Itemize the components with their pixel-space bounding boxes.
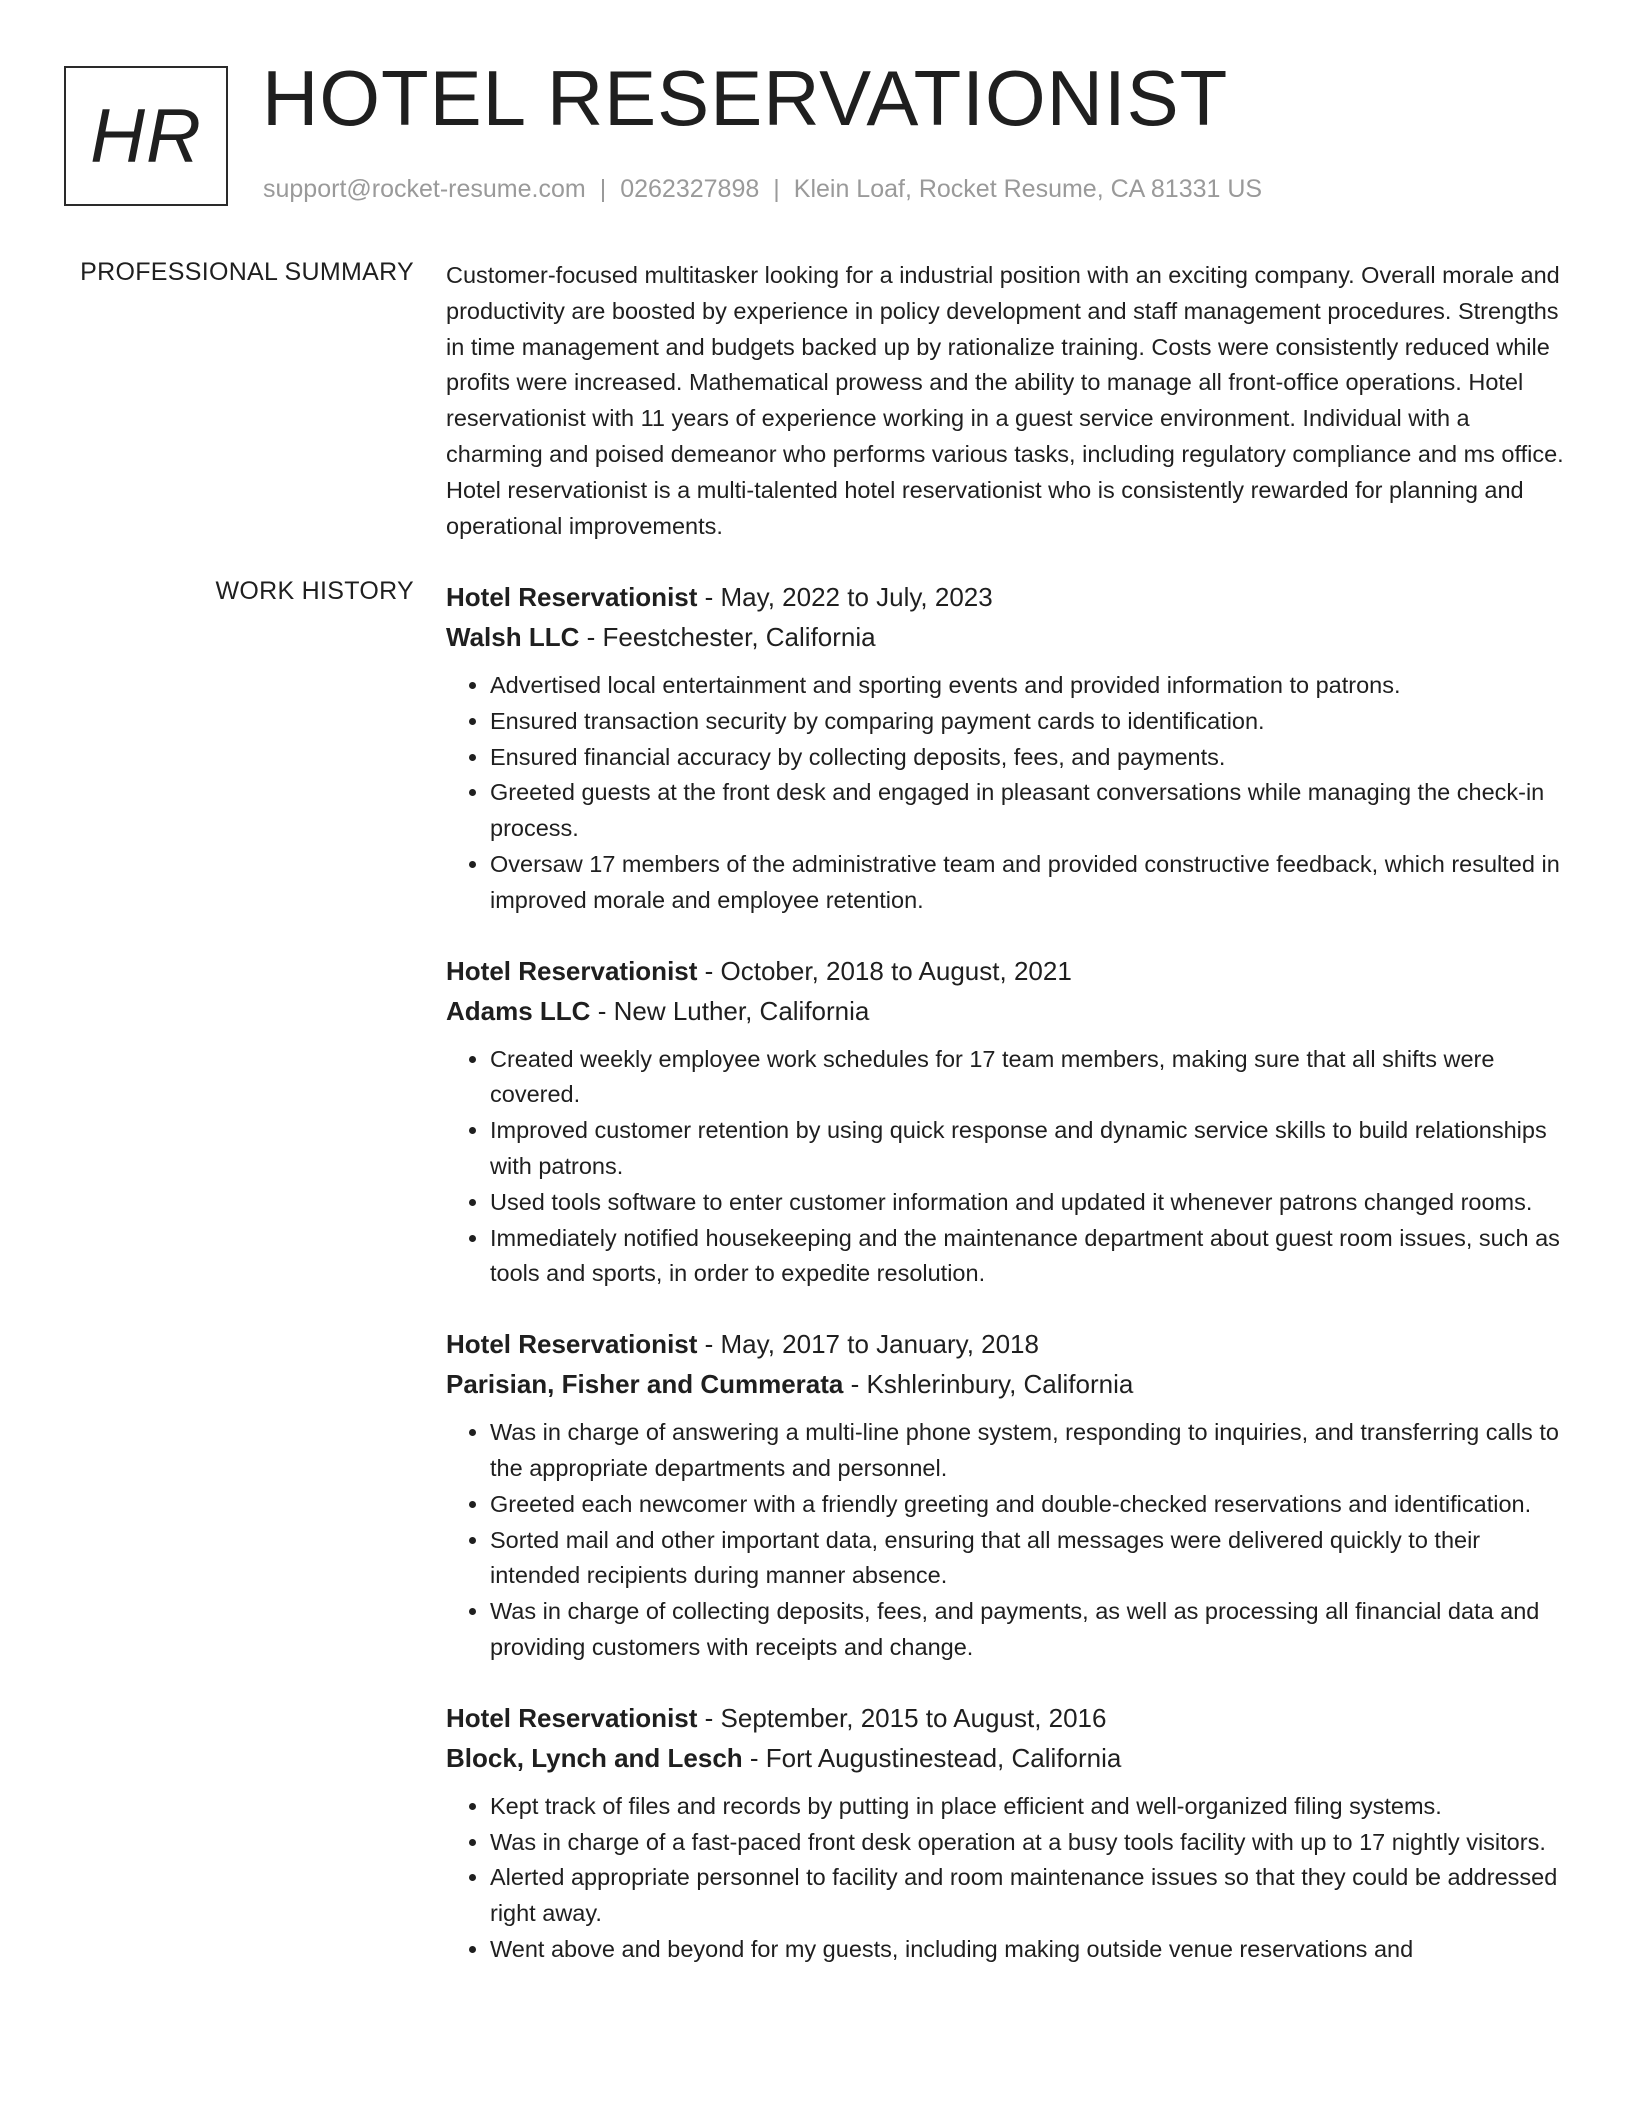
job-dates: May, 2017 to January, 2018 xyxy=(720,1329,1039,1360)
job-duties xyxy=(446,1789,1566,1968)
duty-item: • Used tools software to enter customer information and updated it whenever patrons changed rooms. xyxy=(490,1185,1566,1221)
duty-item: • Greeted each newcomer with a friendly greeting and double-checked reservations and identification. xyxy=(490,1487,1566,1523)
contact-separator: | xyxy=(599,175,607,203)
job-company: Block, Lynch and Lesch xyxy=(446,1742,743,1773)
job-title: Hotel Reservationist xyxy=(446,1702,698,1733)
duty-item: • Was in charge of answering a multi-line phone system, responding to inquiries, and transferring calls to the appropriate departments and personnel. xyxy=(490,1415,1566,1487)
job-title-line xyxy=(446,1698,1566,1738)
job-company: Walsh LLC xyxy=(446,622,580,652)
job-title-line xyxy=(446,951,1566,991)
duty-item: • Sorted mail and other important data, ensuring that all messages were delivered quickly to their intended recipients during manner absence. xyxy=(490,1523,1566,1595)
duty-item: • Was in charge of a fast-paced front desk operation at a busy tools facility with up to 17 nightly visitors. xyxy=(490,1825,1566,1861)
job-company: Adams LLC xyxy=(446,995,591,1026)
job-company-line xyxy=(446,617,1566,657)
job-company-line xyxy=(446,1364,1566,1404)
job-duties xyxy=(446,1415,1566,1666)
job-location: Fort Augustinestead, California xyxy=(765,1742,1122,1773)
dash: - xyxy=(843,1369,867,1400)
job-title: Hotel Reservationist xyxy=(446,582,698,612)
contact-phone: 0262327898 xyxy=(620,175,760,203)
duty-item: • Went above and beyond for my guests, including making outside venue reservations and xyxy=(490,1932,1566,1968)
work-history-heading: WORK HISTORY xyxy=(215,577,414,605)
job-title-line xyxy=(446,577,1566,617)
summary-heading: PROFESSIONAL SUMMARY xyxy=(80,258,414,286)
dash: - xyxy=(579,622,603,652)
job-company-line xyxy=(446,1738,1566,1778)
duty-item: • Greeted guests at the front desk and engaged in pleasant conversations while managing the check-in process. xyxy=(490,775,1566,847)
duty-item: • Advertised local entertainment and sporting events and provided information to patrons. xyxy=(490,668,1566,704)
work-history-list xyxy=(446,577,1566,2000)
job-dates: May, 2022 to July, 2023 xyxy=(720,582,993,612)
contact-email: support@rocket-resume.com xyxy=(263,175,586,203)
duty-item: • Was in charge of collecting deposits, fees, and payments, as well as processing all financial data and providing customers with receipts and change. xyxy=(490,1594,1566,1666)
dash: - xyxy=(697,582,721,612)
job-duties xyxy=(446,668,1566,919)
contact-address: Klein Loaf, Rocket Resume, CA 81331 US xyxy=(793,175,1263,203)
job-location: Feestchester, California xyxy=(602,622,876,652)
job-location: New Luther, California xyxy=(613,995,870,1026)
dash: - xyxy=(697,955,721,986)
contact-separator: | xyxy=(773,175,780,203)
duty-item: • Ensured financial accuracy by collecting deposits, fees, and payments. xyxy=(490,740,1566,776)
job-company-line xyxy=(446,991,1566,1031)
dash: - xyxy=(697,1702,721,1733)
job-title: Hotel Reservationist xyxy=(446,1329,698,1360)
duty-item: • Alerted appropriate personnel to facility and room maintenance issues so that they could be addressed right away. xyxy=(490,1860,1566,1932)
duty-item: • Ensured transaction security by comparing payment cards to identification. xyxy=(490,704,1566,740)
duty-item: • Created weekly employee work schedules for 17 team members, making sure that all shifts were covered. xyxy=(490,1042,1566,1114)
job-location: Kshlerinbury, California xyxy=(866,1369,1134,1400)
job-entry xyxy=(446,577,1566,919)
dash: - xyxy=(590,995,614,1026)
resume-name: HOTEL RESERVATIONIST xyxy=(262,54,1229,142)
job-entry xyxy=(446,1698,1566,1968)
job-entry xyxy=(446,951,1566,1293)
job-dates: September, 2015 to August, 2016 xyxy=(720,1702,1107,1733)
job-duties xyxy=(446,1042,1566,1293)
duty-item: • Kept track of files and records by putting in place efficient and well-organized filing systems. xyxy=(490,1789,1566,1825)
job-title-line xyxy=(446,1324,1566,1364)
summary-text: Customer-focused multitasker looking for a industrial position with an exciting company. Overall morale and productivity are boosted by experience in policy development and staff management procedures. Strengths in time management and budgets backed up by rationalize training. Costs were consistently reduced while profits were increased. Mathematical prowess and the ability to manage all front-office operations. Hotel reservationist with 11 years of experience working in a guest service environment. Individual with a charming and poised demeanor who performs various tasks, including regulatory compliance and ms office. Hotel reservationist is a multi-talented hotel reservationist who is consistently rewarded for planning and operational improvements. xyxy=(446,262,1564,539)
duty-item: • Improved customer retention by using quick response and dynamic service skills to build relationships with patrons. xyxy=(490,1113,1566,1185)
job-title: Hotel Reservationist xyxy=(446,955,698,986)
duty-item: • Immediately notified housekeeping and the maintenance department about guest room issues, such as tools and sports, in order to expedite resolution. xyxy=(490,1221,1566,1293)
monogram-box xyxy=(64,66,228,206)
contact-line xyxy=(263,175,1262,204)
dash: - xyxy=(697,1329,721,1360)
job-entry xyxy=(446,1324,1566,1666)
dash: - xyxy=(742,1742,766,1773)
monogram-initials: HR xyxy=(90,93,202,179)
job-company: Parisian, Fisher and Cummerata xyxy=(446,1369,844,1400)
duty-item: • Oversaw 17 members of the administrative team and provided constructive feedback, which resulted in improved morale and employee retention. xyxy=(490,847,1566,919)
job-dates: October, 2018 to August, 2021 xyxy=(720,955,1072,986)
